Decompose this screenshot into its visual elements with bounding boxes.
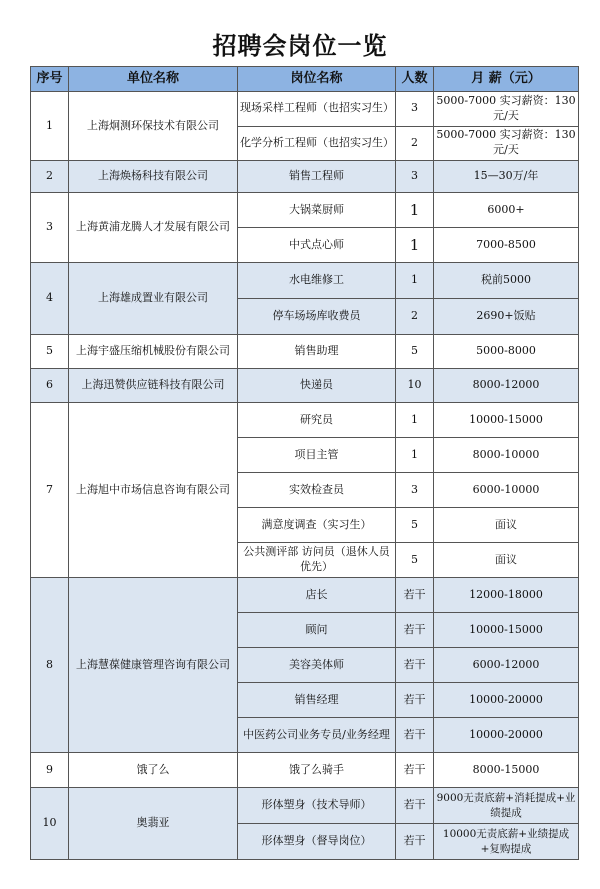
headcount: 若干 xyxy=(396,788,434,824)
salary: 面议 xyxy=(434,508,579,543)
table-row xyxy=(31,578,579,613)
salary: 10000-20000 xyxy=(434,718,579,753)
salary: 8000-10000 xyxy=(434,438,579,473)
salary: 6000-10000 xyxy=(434,473,579,508)
row-number: 5 xyxy=(31,335,69,369)
salary: 5000-7000 实习薪资：130元/天 xyxy=(434,126,579,161)
headcount: 5 xyxy=(396,508,434,543)
headcount: 若干 xyxy=(396,683,434,718)
table-row xyxy=(31,92,579,127)
headcount: 若干 xyxy=(396,753,434,788)
header-position: 岗位名称 xyxy=(238,67,396,92)
table-row xyxy=(31,161,579,193)
headcount: 若干 xyxy=(396,613,434,648)
job-table xyxy=(30,66,579,860)
table-row xyxy=(31,753,579,788)
headcount: 5 xyxy=(396,543,434,578)
salary: 6000+ xyxy=(434,193,579,228)
position-title: 项目主管 xyxy=(238,438,396,473)
headcount: 5 xyxy=(396,335,434,369)
company-name: 奥翡亚 xyxy=(69,788,238,860)
position-title: 美容美体师 xyxy=(238,648,396,683)
table-row xyxy=(31,335,579,369)
page-title: 招聘会岗位一览 xyxy=(212,32,388,60)
position-title: 停车场场库收费员 xyxy=(238,299,396,335)
company-name: 上海雄成置业有限公司 xyxy=(69,263,238,335)
salary: 10000-15000 xyxy=(434,613,579,648)
position-title: 饿了么骑手 xyxy=(238,753,396,788)
position-title: 中医药公司业务专员/业务经理 xyxy=(238,718,396,753)
header-salary: 月 薪（元） xyxy=(434,67,579,92)
headcount: 1 xyxy=(396,403,434,438)
row-number: 7 xyxy=(31,403,69,578)
header-count: 人数 xyxy=(396,67,434,92)
salary: 15—30万/年 xyxy=(434,161,579,193)
salary: 10000-15000 xyxy=(434,403,579,438)
company-name: 上海焕杨科技有限公司 xyxy=(69,161,238,193)
position-title: 形体塑身（督导岗位） xyxy=(238,824,396,860)
row-number: 4 xyxy=(31,263,69,335)
position-title: 研究员 xyxy=(238,403,396,438)
headcount: 10 xyxy=(396,369,434,403)
table-header-row xyxy=(31,67,579,92)
headcount: 若干 xyxy=(396,718,434,753)
salary: 10000-20000 xyxy=(434,683,579,718)
headcount: 1 xyxy=(396,193,434,228)
company-name: 上海宇盛压缩机械股份有限公司 xyxy=(69,335,238,369)
company-name: 上海慧葆健康管理咨询有限公司 xyxy=(69,578,238,753)
company-name: 上海迅赞供应链科技有限公司 xyxy=(69,369,238,403)
company-name: 饿了么 xyxy=(69,753,238,788)
salary: 面议 xyxy=(434,543,579,578)
position-title: 现场采样工程师（也招实习生） xyxy=(238,92,396,127)
position-title: 满意度调查（实习生） xyxy=(238,508,396,543)
headcount: 若干 xyxy=(396,648,434,683)
headcount: 3 xyxy=(396,473,434,508)
table-row xyxy=(31,788,579,824)
header-no: 序号 xyxy=(31,67,69,92)
table-row xyxy=(31,403,579,438)
position-title: 水电维修工 xyxy=(238,263,396,299)
headcount: 3 xyxy=(396,92,434,127)
position-title: 快递员 xyxy=(238,369,396,403)
position-title: 化学分析工程师（也招实习生） xyxy=(238,126,396,161)
position-title: 公共测评部 访问员（退休人员优先） xyxy=(238,543,396,578)
position-title: 中式点心师 xyxy=(238,228,396,263)
table-row xyxy=(31,369,579,403)
company-name: 上海旭中市场信息咨询有限公司 xyxy=(69,403,238,578)
position-title: 销售助理 xyxy=(238,335,396,369)
row-number: 3 xyxy=(31,193,69,263)
salary: 8000-15000 xyxy=(434,753,579,788)
company-name: 上海炯测环保技术有限公司 xyxy=(69,92,238,161)
position-title: 形体塑身（技术导师） xyxy=(238,788,396,824)
table-row xyxy=(31,193,579,228)
headcount: 1 xyxy=(396,228,434,263)
row-number: 2 xyxy=(31,161,69,193)
position-title: 大锅菜厨师 xyxy=(238,193,396,228)
salary: 5000-8000 xyxy=(434,335,579,369)
row-number: 6 xyxy=(31,369,69,403)
table-row xyxy=(31,263,579,299)
row-number: 9 xyxy=(31,753,69,788)
salary: 税前5000 xyxy=(434,263,579,299)
headcount: 1 xyxy=(396,438,434,473)
row-number: 8 xyxy=(31,578,69,753)
position-title: 店长 xyxy=(238,578,396,613)
salary: 5000-7000 实习薪资：130元/天 xyxy=(434,92,579,127)
position-title: 销售经理 xyxy=(238,683,396,718)
headcount: 3 xyxy=(396,161,434,193)
salary: 7000-8500 xyxy=(434,228,579,263)
row-number: 1 xyxy=(31,92,69,161)
position-title: 顾问 xyxy=(238,613,396,648)
row-number: 10 xyxy=(31,788,69,860)
salary: 6000-12000 xyxy=(434,648,579,683)
headcount: 1 xyxy=(396,263,434,299)
salary: 2690+饭贴 xyxy=(434,299,579,335)
headcount: 2 xyxy=(396,126,434,161)
header-company: 单位名称 xyxy=(69,67,238,92)
salary: 10000无责底薪+业绩提成+复购提成 xyxy=(434,824,579,860)
salary: 8000-12000 xyxy=(434,369,579,403)
company-name: 上海黄浦龙腾人才发展有限公司 xyxy=(69,193,238,263)
position-title: 实效检查员 xyxy=(238,473,396,508)
headcount: 若干 xyxy=(396,824,434,860)
headcount: 若干 xyxy=(396,578,434,613)
position-title: 销售工程师 xyxy=(238,161,396,193)
salary: 9000无责底薪+消耗提成+业绩提成 xyxy=(434,788,579,824)
salary: 12000-18000 xyxy=(434,578,579,613)
headcount: 2 xyxy=(396,299,434,335)
